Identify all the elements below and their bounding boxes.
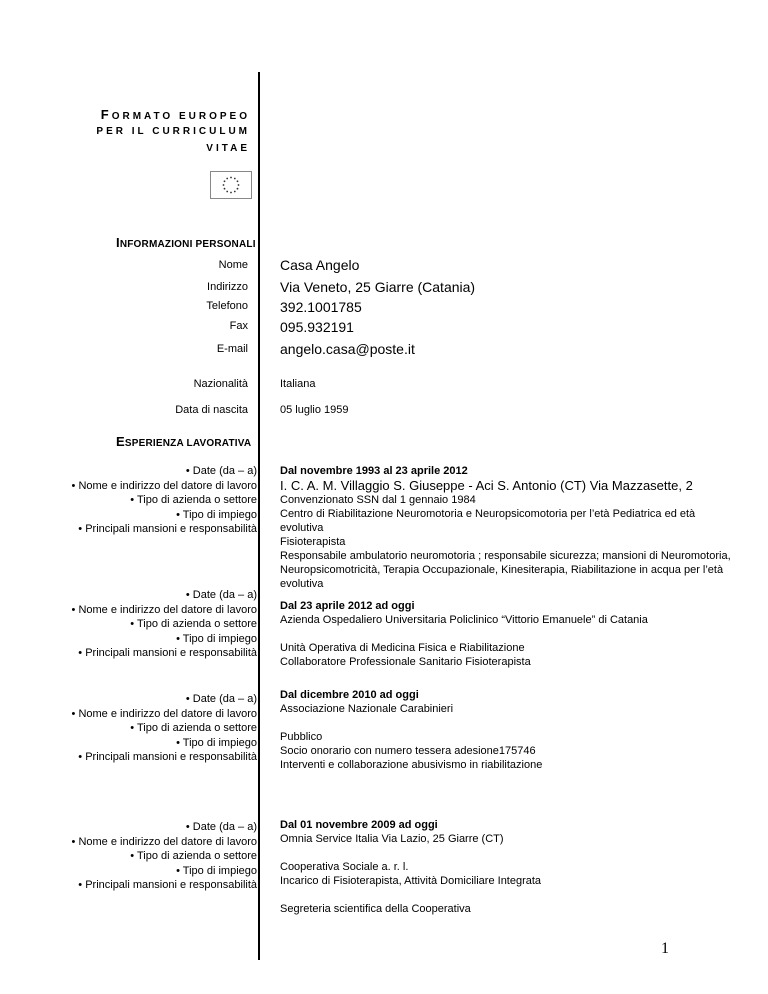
label-employer: • Nome e indirizzo del datore di lavoro [71, 835, 257, 848]
job-dates: Dal 01 novembre 2009 ad oggi [280, 819, 438, 831]
job-employer: Associazione Nazionale Carabinieri [280, 703, 454, 715]
job-dates: Dal 23 aprile 2012 ad oggi [280, 600, 415, 612]
job-employer: Omnia Service Italia Via Lazio, 25 Giarre (CT) [280, 833, 504, 845]
job-employer: I. C. A. M. Villaggio S. Giuseppe - Aci S. Antonio (CT) Via Mazzasette, 2 [280, 478, 693, 493]
job-duties: Segreteria scientifica della Cooperativa [280, 903, 471, 915]
email-label: E-mail [216, 343, 248, 355]
label-employer: • Nome e indirizzo del datore di lavoro [71, 479, 257, 492]
label-sector: • Tipo di azienda o settore [130, 494, 257, 506]
birthdate-label: Data di nascita [175, 404, 248, 416]
job-sector: Pubblico [280, 731, 323, 743]
address-value: Via Veneto, 25 Giarre (Catania) [280, 279, 476, 295]
job-entry-1 [280, 464, 740, 591]
fax-label: Fax [229, 320, 248, 332]
label-dates: • Date (da – a) [185, 693, 257, 705]
job-labels-3 [37, 692, 257, 765]
email-value[interactable]: angelo.casa@poste.it [280, 341, 415, 357]
job-entry-2 [280, 599, 740, 669]
job-type: Fisioterapista [280, 536, 346, 548]
label-type: • Tipo di impiego [176, 508, 257, 521]
birthdate-value: 05 luglio 1959 [280, 404, 349, 416]
label-employer: • Nome e indirizzo del datore di lavoro [71, 603, 257, 616]
label-dates: • Date (da – a) [185, 465, 257, 477]
job-duties: Responsabile ambulatorio neuromotoria ; responsabile sicurezza; mansioni di Neuromotoria, Neuropsicomotricità, Terapia Occupazionale, Kinesiterapia, Riabilitazione in acqua per l’età evolutiva [280, 550, 731, 590]
cv-title-line1: FORMATO EUROPEO [100, 107, 250, 122]
nationality-value: Italiana [280, 378, 316, 390]
label-duties: • Principali mansioni e responsabilità [78, 523, 257, 535]
job-labels-1 [37, 464, 257, 537]
label-employer: • Nome e indirizzo del datore di lavoro [71, 707, 257, 720]
job-dates: Dal novembre 1993 al 23 aprile 2012 [280, 465, 468, 477]
job-sector: Cooperativa Sociale a. r. l. [280, 861, 409, 873]
label-sector: • Tipo di azienda o settore [130, 722, 257, 734]
label-type: • Tipo di impiego [176, 632, 257, 645]
fax-value: 095.932191 [280, 319, 354, 335]
job-note: Convenzionato SSN dal 1 gennaio 1984 [280, 494, 476, 506]
label-type: • Tipo di impiego [176, 736, 257, 749]
page-number: 1 [661, 940, 669, 957]
address-label: Indirizzo [207, 281, 248, 293]
job-sector: Centro di Riabilitazione Neuromotoria e Neuropsicomotoria per l’età Pediatrica ed età evolutiva [280, 508, 696, 534]
label-dates: • Date (da – a) [185, 821, 257, 833]
name-value: Casa Angelo [280, 257, 360, 273]
phone-label: Telefono [206, 300, 248, 312]
job-type: Socio onorario con numero tessera adesione175746 [280, 745, 536, 757]
job-dates: Dal dicembre 2010 ad oggi [280, 689, 419, 701]
job-labels-2 [37, 588, 257, 661]
job-type: Collaboratore Professionale Sanitario Fisioterapista [280, 656, 531, 668]
job-type: Incarico di Fisioterapista, Attività Domiciliare Integrata [280, 875, 542, 887]
section-personal-info: INFORMAZIONI PERSONALI [116, 235, 256, 250]
section-work-experience: ESPERIENZA LAVORATIVA [116, 434, 252, 449]
nationality-label: Nazionalità [193, 378, 248, 390]
label-duties: • Principali mansioni e responsabilità [78, 879, 257, 891]
cv-title-line2: PER IL CURRICULUM [96, 126, 250, 137]
label-sector: • Tipo di azienda o settore [130, 618, 257, 630]
label-duties: • Principali mansioni e responsabilità [78, 751, 257, 763]
eu-flag-icon [210, 171, 252, 199]
label-duties: • Principali mansioni e responsabilità [78, 647, 257, 659]
job-duties: Interventi e collaborazione abusivismo in riabilitazione [280, 759, 543, 771]
job-entry-3 [280, 688, 740, 772]
label-sector: • Tipo di azienda o settore [130, 850, 257, 862]
job-entry-4 [280, 818, 740, 916]
name-label: Nome [218, 259, 248, 271]
label-dates: • Date (da – a) [185, 589, 257, 601]
job-sector: Unità Operativa di Medicina Fisica e Riabilitazione [280, 642, 525, 654]
job-employer: Azienda Ospedaliero Universitaria Policlinico “Vittorio Emanuele” di Catania [280, 614, 648, 626]
job-labels-4 [37, 820, 257, 893]
vertical-divider [258, 72, 260, 960]
cv-title-line3: VITAE [206, 143, 250, 154]
label-type: • Tipo di impiego [176, 864, 257, 877]
phone-value: 392.1001785 [280, 299, 362, 315]
